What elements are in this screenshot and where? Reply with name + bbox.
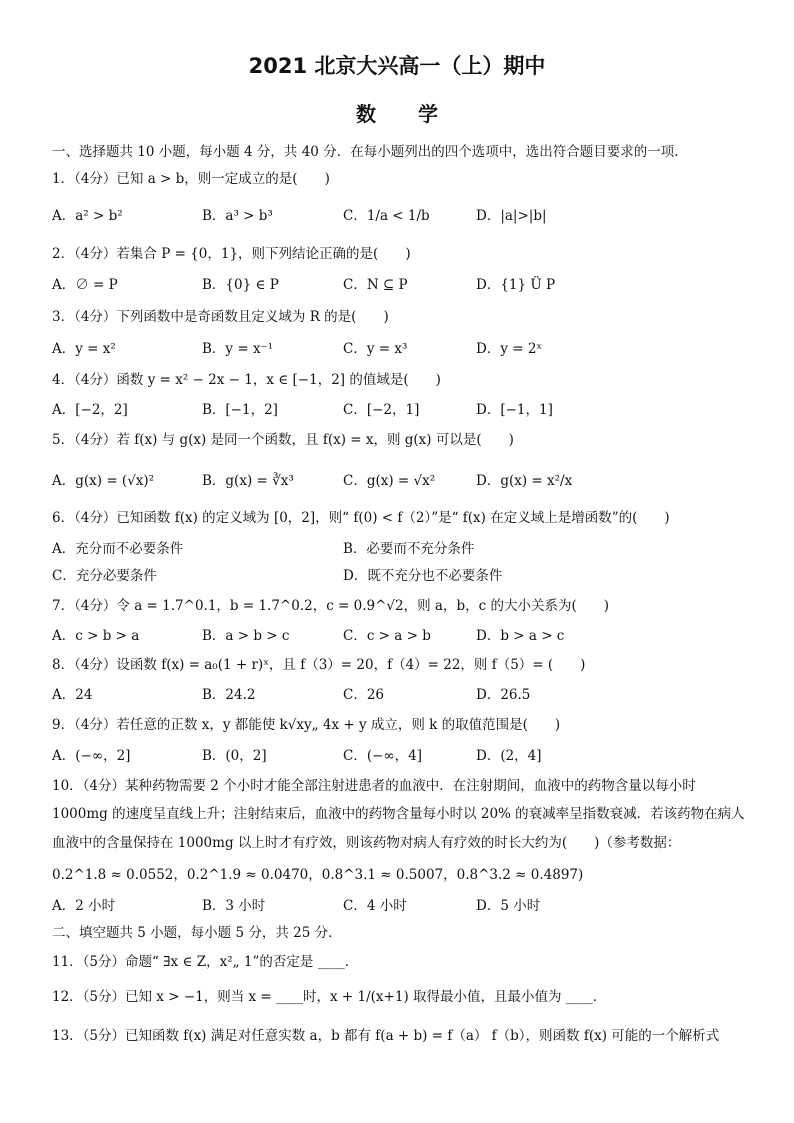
option-a: A．g(x) = (√x)²	[52, 473, 155, 489]
option-d: D．5 小时	[476, 898, 541, 914]
option-a: A．[−2，2]	[52, 402, 128, 418]
option-c: C．y = x³	[343, 341, 408, 357]
section-heading: 一、选择题共 10 小题，每小题 4 分，共 40 分．在每小题列出的四个选项中，选出符合题目要求的一项．	[52, 144, 688, 160]
option-d: D．(2，4]	[476, 748, 542, 764]
option-c: C．c > a > b	[343, 628, 431, 644]
option-b: B．g(x) = ∛x³	[202, 473, 294, 489]
option-b: B．a > b > c	[202, 628, 290, 644]
option-b: B．(0，2]	[202, 748, 267, 764]
question-stem: 4．（4分）函数 y = x² − 2x − 1，x ∈ [−1，2] 的值域是( )	[52, 372, 441, 388]
option-d: D．|a|>|b|	[476, 208, 547, 224]
fill-question: 12．（5分）已知 x > −1，则当 x = ____时，x + 1/(x+1) 取得最小值，且最小值为 ____．	[52, 989, 607, 1005]
option-b: B．24.2	[202, 687, 256, 703]
option-a: A．c > b > a	[52, 628, 140, 644]
question-stem-line: 10．（4分）某种药物需要 2 个小时才能全部注射进患者的血液中．在注射期间，血液中的药物含量以每小时	[52, 778, 696, 794]
option-c: C．4 小时	[343, 898, 407, 914]
option-b: B．y = x⁻¹	[202, 341, 274, 357]
section-heading: 二、填空题共 5 小题，每小题 5 分，共 25 分．	[52, 925, 342, 941]
option-b: B．a³ > b³	[202, 208, 273, 224]
question-stem: 2．（4分）若集合 P = {0，1}，则下列结论正确的是( )	[52, 246, 411, 262]
option-b: B．[−1，2]	[202, 402, 278, 418]
question-stem-line: 1000mg 的速度呈直线上升；注射结束后，血液中的药物含量每小时以 20% 的衰减率呈指数衰减．若该药物在病人	[52, 806, 745, 822]
option-d: D．y = 2ˣ	[476, 341, 543, 357]
option-b: B．必要而不充分条件	[343, 541, 475, 557]
option-a: A．2 小时	[52, 898, 116, 914]
option-a: A．24	[52, 687, 93, 703]
option-a: A．a² > b²	[52, 208, 123, 224]
option-c: C．g(x) = √x²	[343, 473, 436, 489]
reference-data: 0.2^1.8 ≈ 0.0552，0.2^1.9 ≈ 0.0470，0.8^3.1 ≈ 0.5007，0.8^3.2 ≈ 0.4897)	[52, 867, 584, 883]
option-d: D．既不充分也不必要条件	[343, 568, 503, 584]
option-a: A．充分而不必要条件	[52, 541, 184, 557]
option-c: C．N ⊆ P	[343, 277, 408, 293]
option-d: D．26.5	[476, 687, 531, 703]
option-a: A．(−∞，2]	[52, 748, 131, 764]
question-stem: 9．（4分）若任意的正数 x，y 都能使 k√xy„ 4x + y 成立，则 k 的取值范围是( )	[52, 717, 561, 733]
option-b: B．3 小时	[202, 898, 266, 914]
fill-question: 13．（5分）已知函数 f(x) 满足对任意实数 a，b 都有 f(a + b) = f（a） f（b），则函数 f(x) 可能的一个解析式	[52, 1028, 720, 1044]
option-c: C．[−2，1]	[343, 402, 420, 418]
option-c: C．充分必要条件	[52, 568, 157, 584]
option-d: D．b > a > c	[476, 628, 565, 644]
option-a: A．∅ = P	[52, 277, 118, 293]
question-stem: 5．（4分）若 f(x) 与 g(x) 是同一个函数，且 f(x) = x，则 g(x) 可以是( )	[52, 432, 514, 448]
question-stem: 3．（4分）下列函数中是奇函数且定义域为 R 的是( )	[52, 309, 389, 325]
question-stem: 6．（4分）已知函数 f(x) 的定义域为 [0，2]，则“ f(0) < f（2）”是“ f(x) 在定义域上是增函数”的( )	[52, 510, 670, 526]
option-b: B．{0} ∈ P	[202, 277, 279, 293]
option-c: C．26	[343, 687, 385, 703]
option-c: C．1/a < 1/b	[343, 208, 430, 224]
option-c: C．(−∞，4]	[343, 748, 423, 764]
question-stem: 8．（4分）设函数 f(x) = a₀(1 + r)ˣ，且 f（3）= 20，f（4）= 22，则 f（5）= ( )	[52, 657, 586, 673]
option-d: D．[−1，1]	[476, 402, 553, 418]
exam-title: 2021 北京大兴高一（上）期中	[248, 54, 546, 78]
option-d: D．{1} Ü P	[476, 277, 556, 293]
question-stem-line: 血液中的含量保持在 1000mg 以上时才有疗效，则该药物对病人有疗效的时长大约为( )（参考数据：	[52, 835, 681, 851]
option-d: D．g(x) = x²/x	[476, 473, 573, 489]
question-stem: 1．（4分）已知 a > b，则一定成立的是( )	[52, 171, 330, 187]
question-stem: 7．（4分）令 a = 1.7^0.1，b = 1.7^0.2，c = 0.9^√2，则 a，b，c 的大小关系为( )	[52, 598, 609, 614]
subject-title: 数学	[356, 102, 480, 126]
option-a: A．y = x²	[52, 341, 116, 357]
fill-question: 11．（5分）命题“ ∃x ∈ Z，x²„ 1”的否定是 ____．	[52, 954, 359, 970]
